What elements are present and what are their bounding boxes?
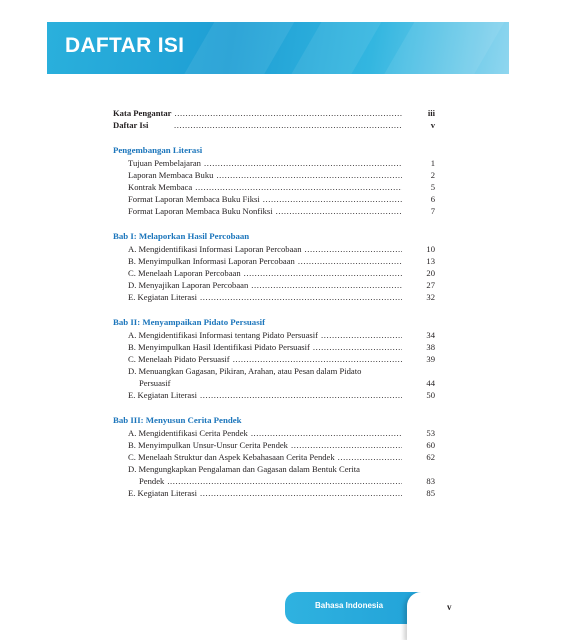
toc-entry[interactable]: D. Mengungkapkan Pengalaman dan Gagasan dalam Bentuk Cerita <box>128 464 360 474</box>
toc-entry[interactable]: A. Mengidentifikasi Informasi Laporan Percobaan ..... 10 <box>128 244 435 254</box>
page-title: DAFTAR ISI <box>65 34 185 57</box>
toc-entry[interactable]: C. Menelaah Struktur dan Aspek Kebahasaan Cerita Pendek ..... 62 <box>128 452 435 462</box>
toc-entry-continued[interactable]: Persuasif 44 <box>139 378 435 388</box>
book-title: Bahasa Indonesia <box>315 601 384 610</box>
section-heading: Bab III: Menyusun Cerita Pendek <box>113 415 242 425</box>
toc-entry[interactable]: A. Mengidentifikasi Informasi tentang Pidato Persuasif ..... 34 <box>128 330 435 340</box>
toc-entry[interactable]: Kontrak Membaca ..... 5 <box>128 182 435 192</box>
toc-entry-daftar-isi[interactable]: Daftar Isi ..... v <box>113 120 435 130</box>
toc-entry[interactable]: C. Menelaah Pidato Persuasif ..... 39 <box>128 354 435 364</box>
toc-entry[interactable]: Format Laporan Membaca Buku Nonfiksi ..... 7 <box>128 206 435 216</box>
toc-entry[interactable]: Format Laporan Membaca Buku Fiksi ..... 6 <box>128 194 435 204</box>
section-heading: Bab II: Menyampaikan Pidato Persuasif <box>113 317 266 327</box>
page-footer <box>285 592 509 640</box>
toc-entry[interactable]: A. Mengidentifikasi Cerita Pendek ..... 53 <box>128 428 435 438</box>
toc-entry[interactable]: E. Kegiatan Literasi ..... 85 <box>128 488 435 498</box>
toc-entry-kata-pengantar[interactable]: Kata Pengantar ..... iii <box>113 108 435 118</box>
toc-entry-continued[interactable]: Pendek ..... 83 <box>128 476 435 486</box>
page-number-tab <box>407 592 509 640</box>
toc-entry[interactable]: B. Menyimpulkan Unsur-Unsur Cerita Pendek ..... 60 <box>128 440 435 450</box>
toc-entry[interactable]: Laporan Membaca Buku ..... 2 <box>128 170 435 180</box>
section-heading: Bab I: Melaporkan Hasil Percobaan <box>113 231 250 241</box>
toc-entry[interactable]: C. Menelaah Laporan Percobaan ..... 20 <box>128 268 435 278</box>
document-page <box>47 22 509 640</box>
toc-entry[interactable]: D. Menuangkan Gagasan, Pikiran, Arahan, atau Pesan dalam Pidato <box>128 366 362 376</box>
toc-entry[interactable]: Tujuan Pembelajaran ..... 1 <box>128 158 435 168</box>
title-banner <box>47 22 509 74</box>
toc-entry[interactable]: E. Kegiatan Literasi ..... 32 <box>128 292 435 302</box>
page-number: v <box>447 602 452 612</box>
section-heading: Pengembangan Literasi <box>113 145 203 155</box>
toc-entry[interactable]: D. Menyajikan Laporan Percobaan ..... 27 <box>128 280 435 290</box>
toc-entry[interactable]: E. Kegiatan Literasi ..... 50 <box>128 390 435 400</box>
toc-entry[interactable]: B. Menyimpulkan Informasi Laporan Percobaan ..... 13 <box>128 256 435 266</box>
toc-entry[interactable]: B. Menyimpulkan Hasil Identifikasi Pidato Persuasif ..... 38 <box>128 342 435 352</box>
